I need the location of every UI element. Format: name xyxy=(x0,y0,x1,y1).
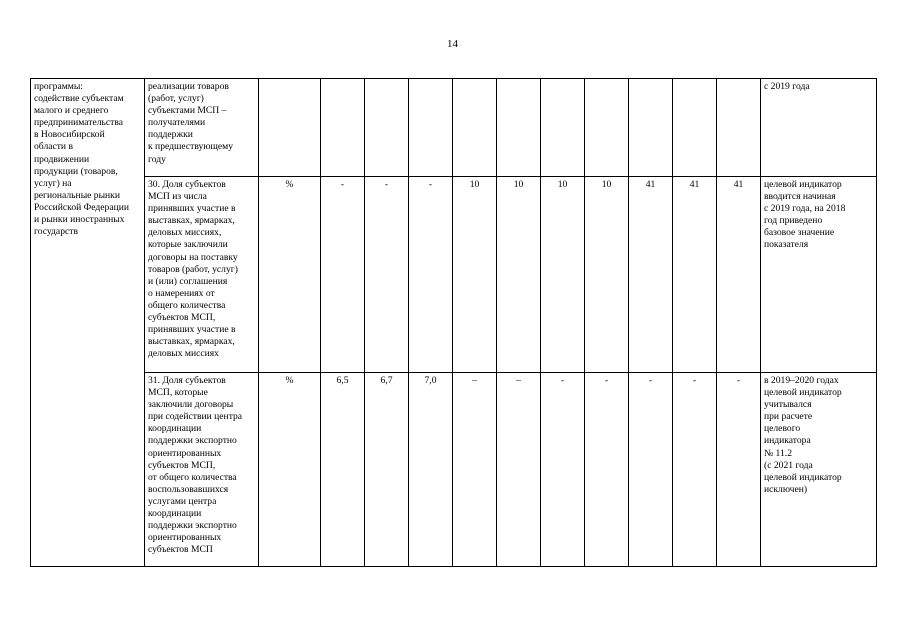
value-cell: 6,5 xyxy=(321,373,365,567)
value-cell xyxy=(409,79,453,177)
value-cell: 10 xyxy=(541,177,585,373)
unit-cell xyxy=(259,79,321,177)
value-cell: - xyxy=(673,373,717,567)
value-cell: 6,7 xyxy=(365,373,409,567)
indicators-table xyxy=(30,78,877,567)
value-cell xyxy=(453,79,497,177)
indicator-cell: 30. Доля субъектов МСП из числа принявших участие в выставках, ярмарках, деловых миссиях, которые заключили договоры на поставку товаров (работ, услуг) и (или) соглашения о намерениях от общего количества субъектов МСП, принявших участие в выставках, ярмарках, деловых миссиях xyxy=(145,177,259,373)
value-cell xyxy=(321,79,365,177)
value-cell: - xyxy=(321,177,365,373)
note-cell: с 2019 года xyxy=(761,79,877,177)
value-cell xyxy=(585,79,629,177)
value-cell xyxy=(717,79,761,177)
value-cell: - xyxy=(717,373,761,567)
value-cell: 10 xyxy=(585,177,629,373)
value-cell: - xyxy=(629,373,673,567)
value-cell: - xyxy=(541,373,585,567)
value-cell xyxy=(497,79,541,177)
note-cell: целевой индикатор вводится начиная с 2019 года, на 2018 год приведено базовое значение показателя xyxy=(761,177,877,373)
table-row xyxy=(31,373,877,567)
value-cell: – xyxy=(497,373,541,567)
table-row xyxy=(31,79,877,177)
note-cell: в 2019–2020 годах целевой индикатор учитывался при расчете целевого индикатора № 11.2 (с 2021 года целевой индикатор исключен) xyxy=(761,373,877,567)
value-cell: 10 xyxy=(453,177,497,373)
value-cell: - xyxy=(409,177,453,373)
value-cell: 41 xyxy=(717,177,761,373)
value-cell: 10 xyxy=(497,177,541,373)
value-cell: 41 xyxy=(629,177,673,373)
table-row xyxy=(31,177,877,373)
value-cell xyxy=(541,79,585,177)
indicator-cell: 31. Доля субъектов МСП, которые заключили договоры при содействии центра координации поддержки экспортно ориентированных субъектов МСП, от общего количества воспользовавшихся услугами центра координации поддержки экспортно ориентированных субъектов МСП xyxy=(145,373,259,567)
value-cell xyxy=(673,79,717,177)
unit-cell: % xyxy=(259,373,321,567)
value-cell xyxy=(365,79,409,177)
value-cell: - xyxy=(585,373,629,567)
indicator-cell: реализации товаров (работ, услуг) субъектами МСП – получателями поддержки к предшествующему году xyxy=(145,79,259,177)
value-cell: – xyxy=(453,373,497,567)
page-number: 14 xyxy=(447,38,458,50)
value-cell: 7,0 xyxy=(409,373,453,567)
value-cell: - xyxy=(365,177,409,373)
program-cell: программы: содействие субъектам малого и среднего предпринимательства в Новосибирской области в продвижении продукции (товаров, услуг) на региональные рынки Российской Федерации и рынки иностранных государств xyxy=(31,79,145,567)
value-cell xyxy=(629,79,673,177)
unit-cell: % xyxy=(259,177,321,373)
value-cell: 41 xyxy=(673,177,717,373)
